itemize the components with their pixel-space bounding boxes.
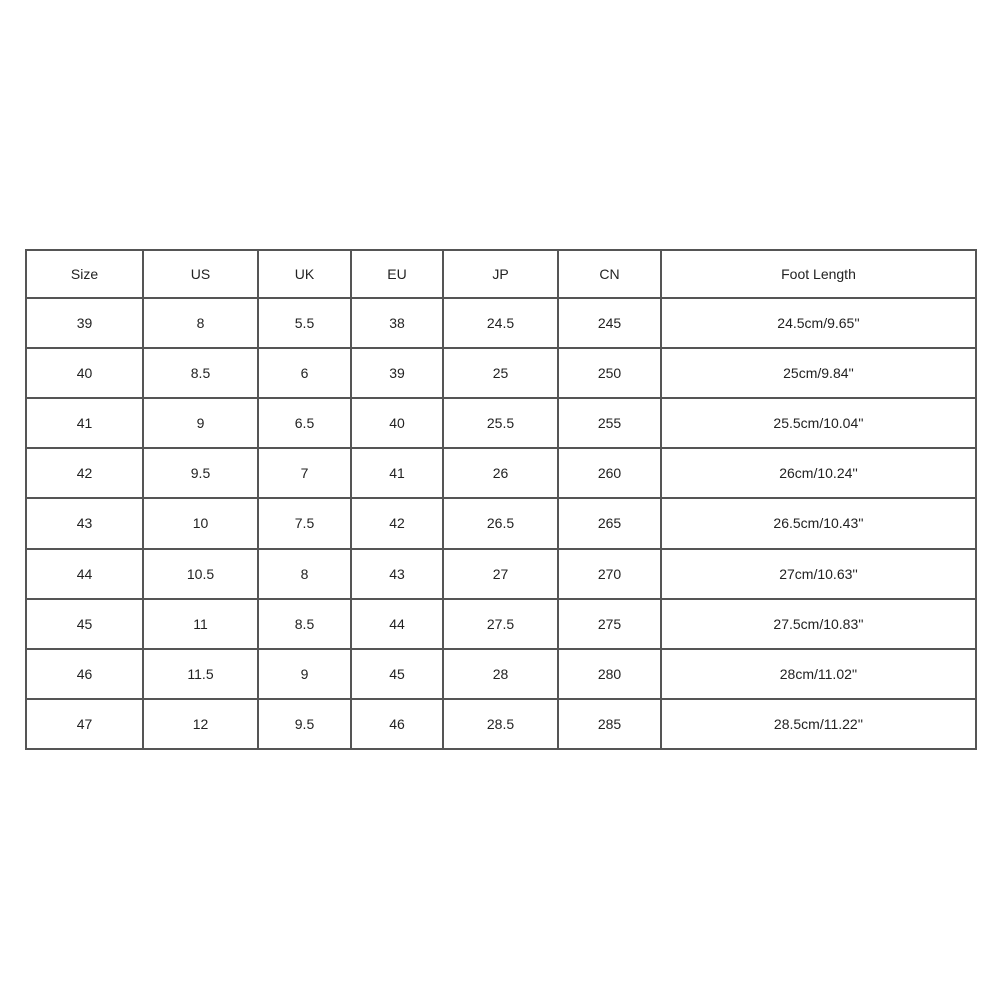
cell-eu: 45 [351, 649, 443, 699]
cell-cn: 245 [558, 298, 661, 348]
cell-jp: 28 [443, 649, 558, 699]
cell-foot-length: 26cm/10.24'' [661, 448, 976, 498]
header-row [26, 250, 976, 298]
cell-size: 45 [26, 599, 143, 649]
table-row [26, 448, 976, 498]
cell-eu: 39 [351, 348, 443, 398]
table-row [26, 498, 976, 548]
cell-uk: 8 [258, 549, 351, 599]
cell-eu: 41 [351, 448, 443, 498]
cell-us: 11 [143, 599, 258, 649]
cell-cn: 275 [558, 599, 661, 649]
cell-size: 42 [26, 448, 143, 498]
cell-jp: 26 [443, 448, 558, 498]
cell-jp: 27 [443, 549, 558, 599]
table-row [26, 348, 976, 398]
cell-uk: 9.5 [258, 699, 351, 749]
size-chart-table [25, 249, 977, 750]
cell-foot-length: 27cm/10.63'' [661, 549, 976, 599]
cell-size: 40 [26, 348, 143, 398]
cell-jp: 28.5 [443, 699, 558, 749]
header-jp: JP [443, 250, 558, 298]
cell-size: 44 [26, 549, 143, 599]
cell-us: 11.5 [143, 649, 258, 699]
cell-cn: 250 [558, 348, 661, 398]
cell-cn: 260 [558, 448, 661, 498]
header-eu: EU [351, 250, 443, 298]
cell-foot-length: 24.5cm/9.65'' [661, 298, 976, 348]
cell-us: 9.5 [143, 448, 258, 498]
cell-size: 39 [26, 298, 143, 348]
cell-size: 41 [26, 398, 143, 448]
cell-foot-length: 27.5cm/10.83'' [661, 599, 976, 649]
cell-uk: 7.5 [258, 498, 351, 548]
header-foot-length: Foot Length [661, 250, 976, 298]
cell-eu: 40 [351, 398, 443, 448]
cell-cn: 285 [558, 699, 661, 749]
table-row [26, 298, 976, 348]
cell-us: 12 [143, 699, 258, 749]
cell-uk: 9 [258, 649, 351, 699]
table-row [26, 649, 976, 699]
cell-jp: 24.5 [443, 298, 558, 348]
cell-us: 9 [143, 398, 258, 448]
cell-eu: 46 [351, 699, 443, 749]
cell-jp: 26.5 [443, 498, 558, 548]
cell-uk: 6 [258, 348, 351, 398]
table-row [26, 398, 976, 448]
header-uk: UK [258, 250, 351, 298]
cell-foot-length: 28.5cm/11.22'' [661, 699, 976, 749]
cell-us: 10 [143, 498, 258, 548]
cell-eu: 44 [351, 599, 443, 649]
table-header [26, 250, 976, 298]
cell-cn: 265 [558, 498, 661, 548]
header-cn: CN [558, 250, 661, 298]
cell-cn: 280 [558, 649, 661, 699]
cell-foot-length: 25cm/9.84'' [661, 348, 976, 398]
cell-eu: 43 [351, 549, 443, 599]
cell-us: 8 [143, 298, 258, 348]
cell-uk: 7 [258, 448, 351, 498]
cell-us: 10.5 [143, 549, 258, 599]
table-row [26, 549, 976, 599]
cell-cn: 270 [558, 549, 661, 599]
cell-us: 8.5 [143, 348, 258, 398]
cell-size: 46 [26, 649, 143, 699]
cell-jp: 25.5 [443, 398, 558, 448]
cell-eu: 42 [351, 498, 443, 548]
header-us: US [143, 250, 258, 298]
cell-uk: 8.5 [258, 599, 351, 649]
cell-cn: 255 [558, 398, 661, 448]
cell-jp: 27.5 [443, 599, 558, 649]
table-row [26, 699, 976, 749]
cell-size: 47 [26, 699, 143, 749]
cell-foot-length: 25.5cm/10.04'' [661, 398, 976, 448]
cell-foot-length: 26.5cm/10.43'' [661, 498, 976, 548]
header-size: Size [26, 250, 143, 298]
cell-uk: 6.5 [258, 398, 351, 448]
cell-foot-length: 28cm/11.02'' [661, 649, 976, 699]
cell-eu: 38 [351, 298, 443, 348]
cell-jp: 25 [443, 348, 558, 398]
cell-uk: 5.5 [258, 298, 351, 348]
table-row [26, 599, 976, 649]
cell-size: 43 [26, 498, 143, 548]
table-body [26, 298, 976, 749]
